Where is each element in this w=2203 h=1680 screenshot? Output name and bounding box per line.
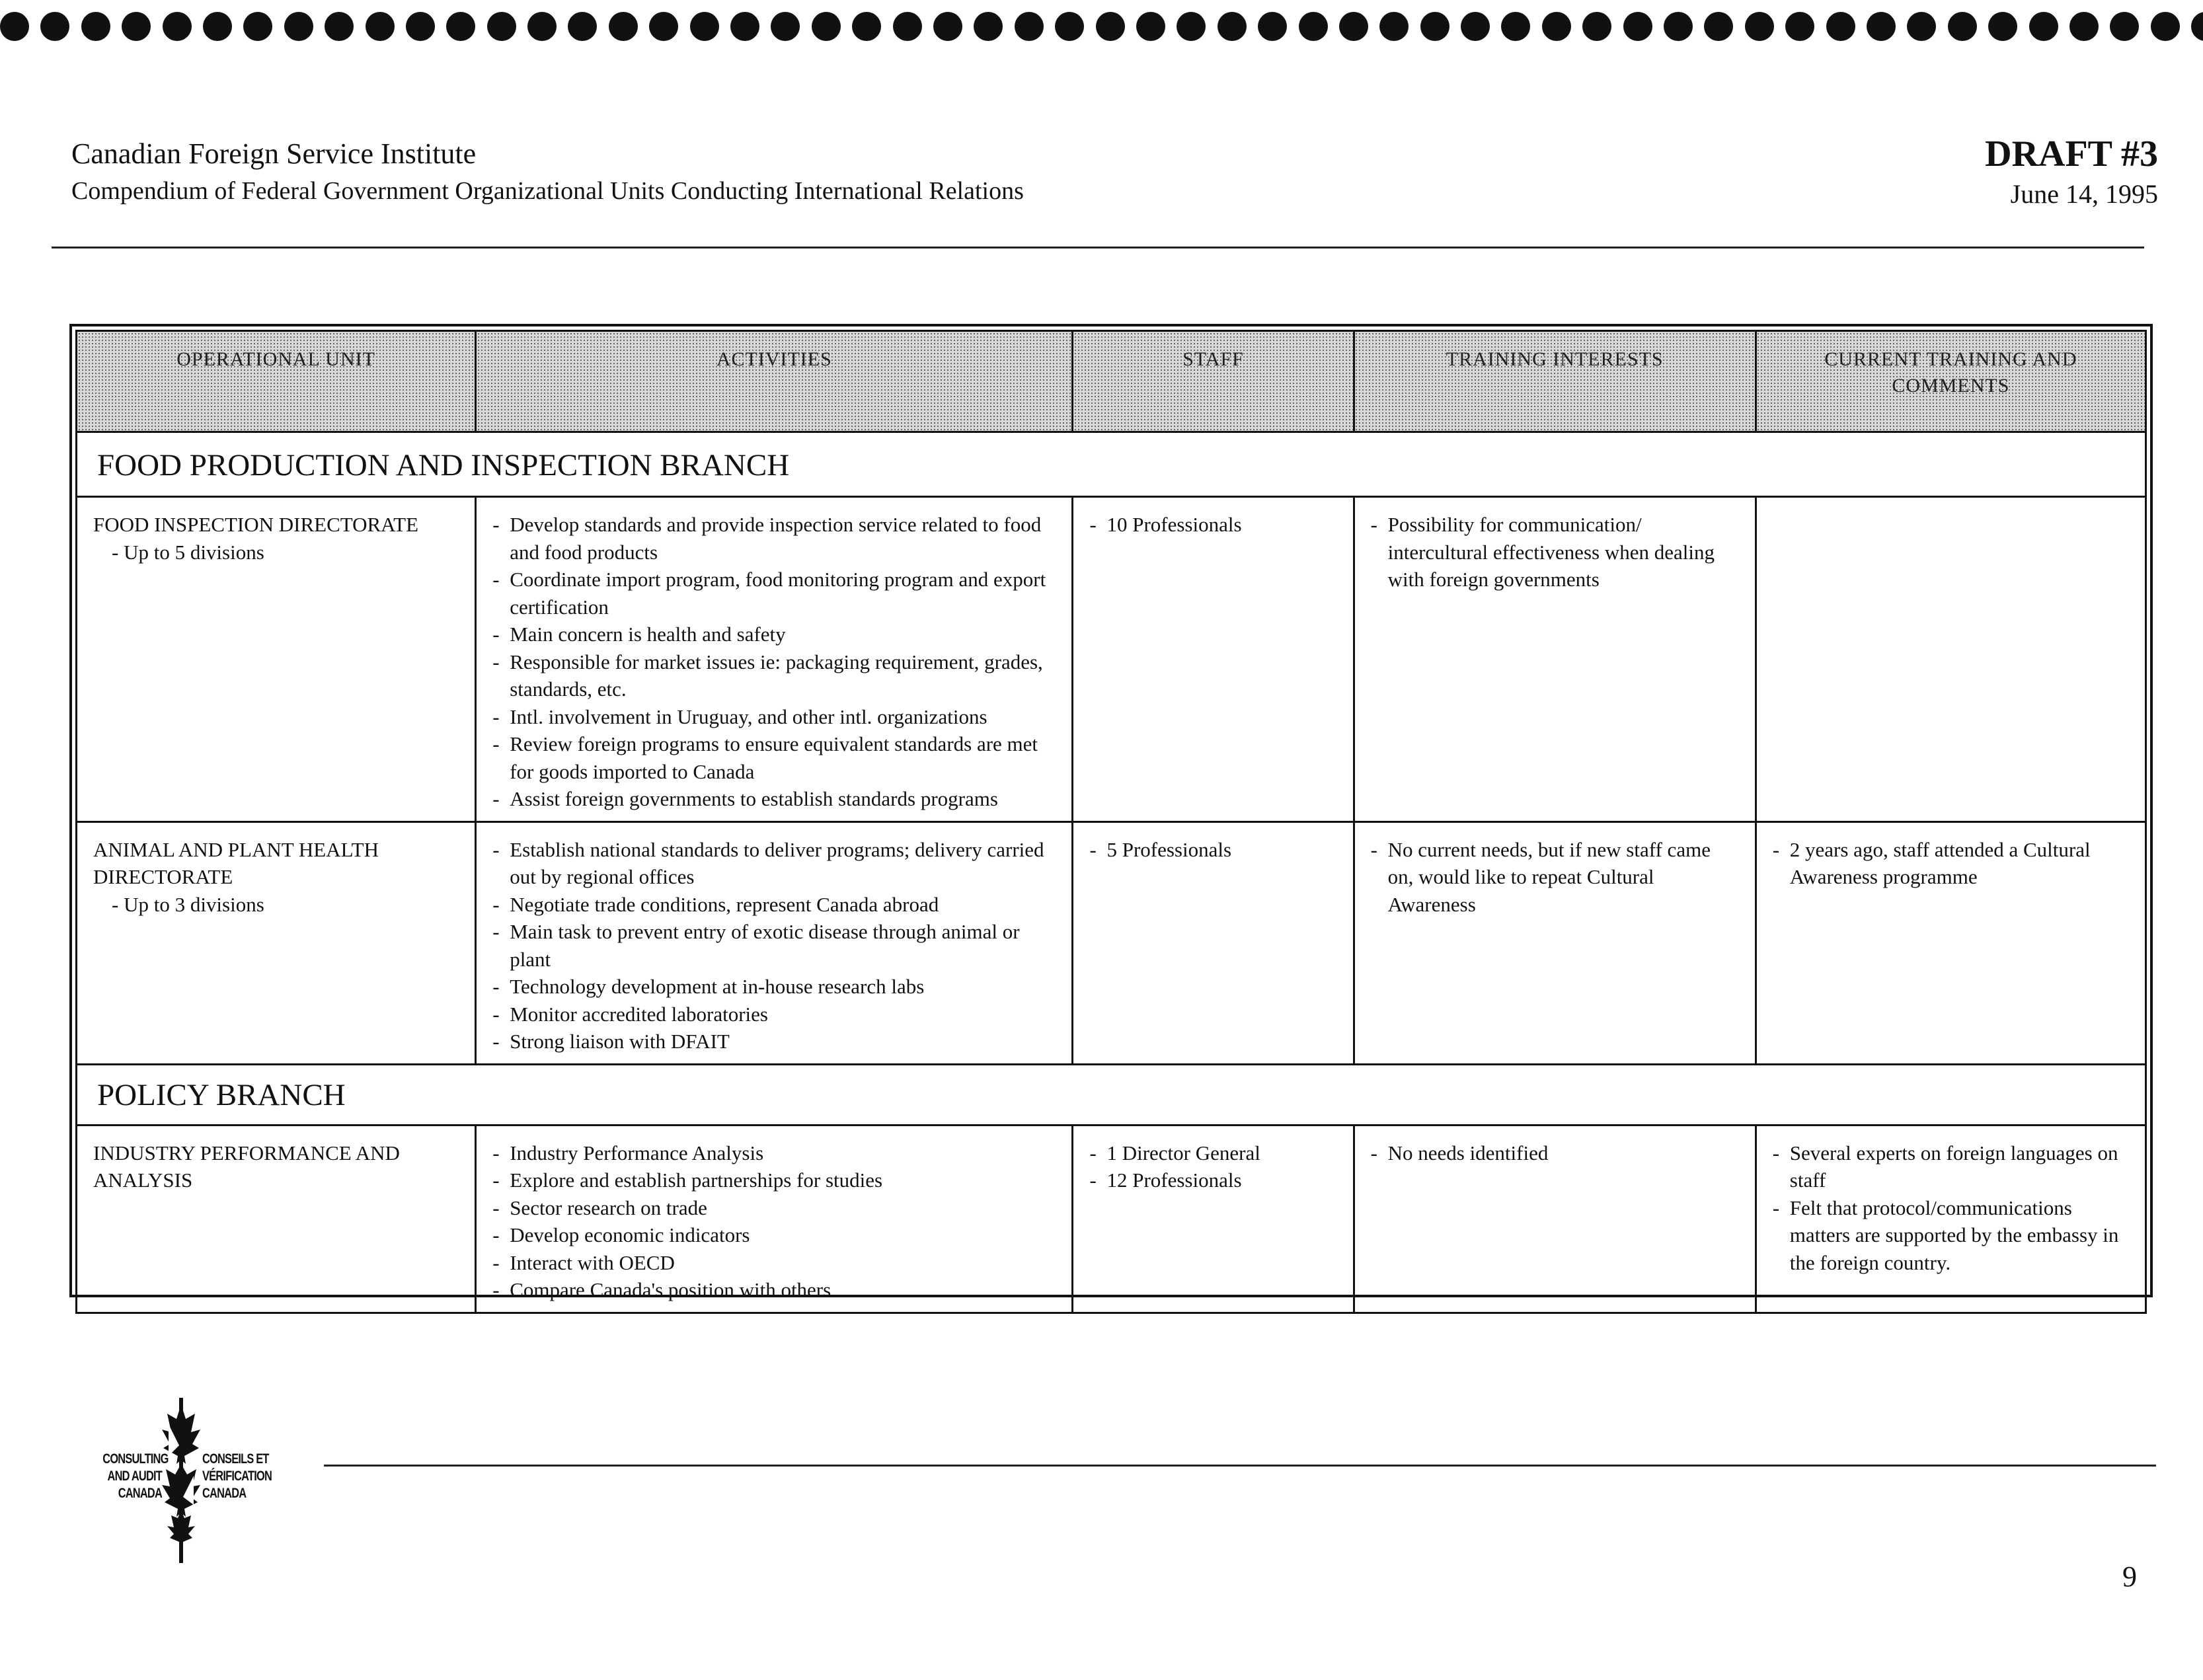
perforation-dot [1379,12,1409,41]
training-interests-list [1371,836,1739,919]
list-item: - 2 years ago, staff attended a Cultural Awareness programme [1773,836,2129,891]
logo-line: CONSEILS ET [202,1451,269,1467]
perforation-dot [568,12,597,41]
perforation-dot [243,12,272,41]
activities-list [492,511,1056,813]
list-item: - Main task to prevent entry of exotic disease through animal or plant [492,918,1056,973]
table-row [77,821,2146,1064]
list-item: - Industry Performance Analysis [492,1139,1056,1167]
logo-line: AND AUDIT [107,1469,162,1484]
perforation-dot [852,12,881,41]
column-header: OPERATIONAL UNIT [77,331,476,432]
staff-list [1089,511,1336,539]
perforation-dot [2151,12,2180,41]
perforation-dot [730,12,759,41]
training-interests-cell [1354,1125,1756,1313]
list-item: - Responsible for market issues ie: packaging requirement, grades, standards, etc. [492,648,1056,703]
perforation-dot [933,12,962,41]
perforation-dot [527,12,557,41]
perforation-dot [1096,12,1125,41]
consulting-audit-canada-logo [86,1398,291,1563]
perforation-dot [690,12,719,41]
column-header: STAFF [1073,331,1354,432]
staff-list [1089,836,1336,864]
activities-cell [476,821,1073,1064]
perforation-dot [1339,12,1368,41]
operational-unit-cell [77,821,476,1064]
list-item: - Compare Canada's position with others [492,1276,1056,1304]
table-frame [69,324,2153,1301]
list-item: - No current needs, but if new staff came on, would like to repeat Cultural Awareness [1371,836,1739,919]
perforation-dot [771,12,800,41]
perforation-dot [1258,12,1287,41]
document-date: June 14, 1995 [2010,179,2158,209]
perforation-dot [406,12,435,41]
list-item: - Several experts on foreign languages on staff [1773,1139,2129,1194]
table-row [77,497,2146,822]
perforation-dot [1785,12,1814,41]
branch-name: POLICY BRANCH [77,1064,2146,1125]
perforation-dot [0,12,29,41]
perforation-dot [1948,12,1977,41]
unit-name: ANIMAL AND PLANT HEALTH DIRECTORATE [93,837,379,888]
list-item: - Technology development at in-house research labs [492,973,1056,1001]
column-header: CURRENT TRAINING AND COMMENTS [1756,331,2145,432]
perforation-dot [1907,12,1936,41]
perforation-dot [40,12,69,41]
staff-cell [1073,497,1354,822]
list-item: - 1 Director General [1089,1139,1336,1167]
list-item: - Monitor accredited laboratories [492,1001,1056,1028]
list-item: - Interact with OECD [492,1249,1056,1277]
maple-leaf-icon [162,1398,202,1563]
staff-cell [1073,821,1354,1064]
branch-row [77,432,2146,497]
perforation-dot [1988,12,2017,41]
unit-name: INDUSTRY PERFORMANCE AND ANALYSIS [93,1141,400,1192]
current-training-cell [1756,821,2145,1064]
page-number: 9 [2122,1560,2137,1593]
list-item: - Possibility for communication/ intercultural effectiveness when dealing with foreign governments [1371,511,1739,593]
logo-line: VÉRIFICATION [202,1469,272,1484]
perforation-dot [203,12,232,41]
activities-list [492,1139,1056,1304]
table-header-row [77,331,2146,432]
perforation-dot [1542,12,1571,41]
logo-line: CONSULTING [102,1451,169,1467]
draft-label: DRAFT #3 [1985,134,2158,174]
logo-text-french [202,1451,280,1502]
list-item: - Assist foreign governments to establish standards programs [492,785,1056,813]
perforation-dot [325,12,354,41]
operational-unit-cell [77,497,476,822]
perforation-dot [284,12,313,41]
perforation-dot [1177,12,1206,41]
list-item: - Strong liaison with DFAIT [492,1028,1056,1055]
unit-name: FOOD INSPECTION DIRECTORATE [93,513,419,536]
column-header: ACTIVITIES [476,331,1073,432]
perforation-dot [2110,12,2139,41]
perforation-dot [812,12,841,41]
perforation-dot [2029,12,2058,41]
list-item: - Main concern is health and safety [492,621,1056,648]
activities-cell [476,1125,1073,1313]
current-training-list [1773,1139,2129,1277]
perforation-dot [122,12,151,41]
perforation-dot [1582,12,1611,41]
perforation-dot [2069,12,2099,41]
list-item: - 12 Professionals [1089,1166,1336,1194]
list-item: - Establish national standards to deliver programs; delivery carried out by regional offices [492,836,1056,891]
list-item: - Negotiate trade conditions, represent Canada abroad [492,891,1056,919]
perforation-dot [366,12,395,41]
list-item: - Sector research on trade [492,1194,1056,1222]
table-row [77,1125,2146,1313]
training-interests-cell [1354,497,1756,822]
perforation-dot [1461,12,1490,41]
list-item: - Intl. involvement in Uruguay, and other intl. organizations [492,703,1056,731]
list-item: - Develop standards and provide inspection service related to food and food products [492,511,1056,566]
branch-name: FOOD PRODUCTION AND INSPECTION BRANCH [77,432,2146,497]
logo-text-english [102,1451,169,1502]
staff-cell [1073,1125,1354,1313]
staff-list [1089,1139,1336,1194]
perforation-dot [1015,12,1044,41]
perforation-dot [2191,12,2203,41]
perforation-dot [893,12,922,41]
perforation-dot [974,12,1003,41]
training-interests-cell [1354,821,1756,1064]
logo-line: CANADA [202,1486,247,1501]
list-item: - Review foreign programs to ensure equivalent standards are met for goods imported to Canada [492,730,1056,785]
unit-divisions: - Up to 3 divisions [112,892,264,916]
operational-unit-cell [77,1125,476,1313]
column-header: TRAINING INTERESTS [1354,331,1756,432]
perforation-dot [1704,12,1733,41]
logo-line: CANADA [118,1486,162,1501]
org-name: Canadian Foreign Service Institute [71,137,477,170]
perforation-dot [487,12,516,41]
perforation-dot [649,12,678,41]
perforation-dot [1664,12,1693,41]
perforation-dot [163,12,192,41]
perforation-dot [1136,12,1165,41]
perforation-dot [609,12,638,41]
activities-list [492,836,1056,1055]
document-header [71,135,1024,210]
perforation-dot [1420,12,1449,41]
perforation-dot [1299,12,1328,41]
compendium-title: Compendium of Federal Government Organizational Units Conducting International Relations [71,177,1024,205]
draft-info [1985,132,2158,213]
list-item: - Coordinate import program, food monitoring program and export certification [492,566,1056,621]
list-item: - Felt that protocol/communications matters are supported by the embassy in the foreign country. [1773,1194,2129,1277]
footer-divider [324,1465,2156,1467]
training-interests-list [1371,511,1739,593]
perforation-dot [1867,12,1896,41]
perforation-dot [1745,12,1774,41]
compendium-table [75,330,2147,1314]
perforation-dot [1623,12,1652,41]
current-training-cell [1756,1125,2145,1313]
activities-cell [476,497,1073,822]
perforation-dot [1217,12,1247,41]
header-divider [52,247,2144,248]
perforation-dot [1501,12,1530,41]
list-item: - 10 Professionals [1089,511,1336,539]
list-item: - No needs identified [1371,1139,1739,1167]
unit-divisions: - Up to 5 divisions [112,540,264,564]
list-item: - Explore and establish partnerships for studies [492,1166,1056,1194]
branch-row [77,1064,2146,1125]
list-item: - Develop economic indicators [492,1221,1056,1249]
perforation-dot [81,12,110,41]
perforation-dot [446,12,475,41]
current-training-list [1773,836,2129,891]
perforation-dot [1055,12,1084,41]
perforation-dots [0,12,2203,44]
training-interests-list [1371,1139,1739,1167]
perforation-dot [1826,12,1855,41]
current-training-cell [1756,497,2145,822]
list-item: - 5 Professionals [1089,836,1336,864]
